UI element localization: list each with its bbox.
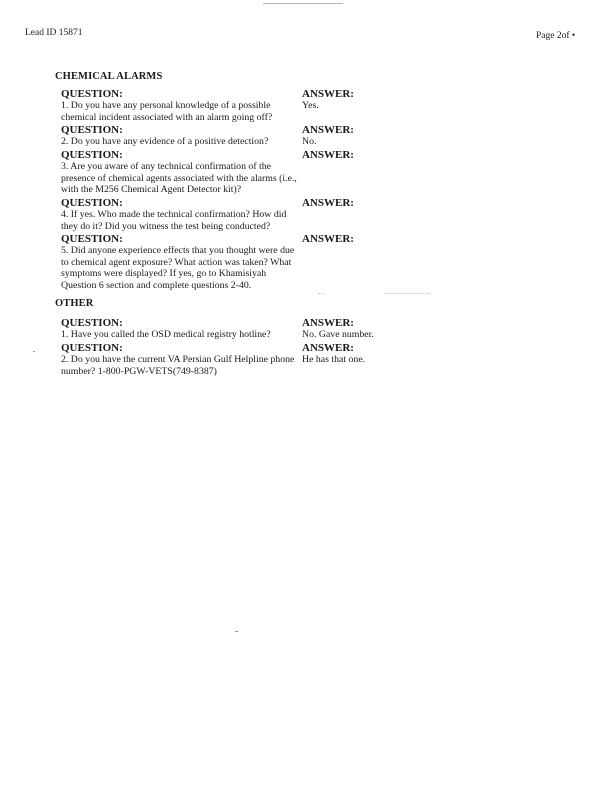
question-label: QUESTION: — [61, 197, 123, 209]
answer-label: ANSWER: — [302, 197, 354, 209]
question-text: 2. Do you have any evidence of a positive detection? — [61, 136, 269, 147]
question-text: 2. Do you have the current VA Persian Gulf Helpline phone number? 1-800-PGW-VETS(749-8387) — [61, 354, 295, 377]
answer-label: ANSWER: — [302, 124, 354, 136]
question-text: 5. Did anyone experience effects that you thought were due to chemical agent exposure? What action was taken? What symptoms were displayed? If yes, go to Khamisiyah Question 6 section and complete questions 2-40. — [61, 245, 295, 291]
question-text: 3. Are you aware of any technical confirmation of the presence of chemical agents associated with the alarms (i.e., with the M256 Chemical Agent Detector kit)? — [61, 161, 297, 195]
question-text: 1. Have you called the OSD medical registry hotline? — [61, 329, 271, 340]
question-label: QUESTION: — [61, 342, 123, 354]
page-number: Page 2of • — [536, 31, 576, 41]
answer-label: ANSWER: — [302, 149, 354, 161]
question-label: QUESTION: — [61, 124, 123, 136]
answer-label: ANSWER: — [302, 233, 354, 245]
section-title-chemical-alarms: CHEMICAL ALARMS — [55, 71, 163, 82]
question-text: 4. If yes. Who made the technical confirmation? How did they do it? Did you witness the test being conducted? — [61, 209, 287, 232]
answer-text: He has that one. — [302, 354, 366, 365]
question-label: QUESTION: — [61, 88, 123, 100]
question-label: QUESTION: — [61, 233, 123, 245]
question-label: QUESTION: — [61, 317, 123, 329]
answer-text: Yes. — [302, 100, 319, 111]
scan-mark — [385, 293, 430, 294]
answer-label: ANSWER: — [302, 88, 354, 100]
answer-label: ANSWER: — [302, 317, 354, 329]
scan-speck — [235, 631, 238, 632]
answer-label: ANSWER: — [302, 342, 354, 354]
scan-mark — [318, 293, 324, 294]
question-label: QUESTION: — [61, 149, 123, 161]
answer-text: No. Gave number. — [302, 329, 374, 340]
lead-id: Lead ID 15871 — [25, 28, 83, 38]
question-text: 1. Do you have any personal knowledge of a possible chemical incident associated with an alarm going off? — [61, 100, 273, 123]
scan-speck — [33, 351, 35, 352]
section-title-other: OTHER — [55, 298, 94, 309]
top-rule — [263, 3, 343, 4]
answer-text: No. — [302, 136, 317, 147]
